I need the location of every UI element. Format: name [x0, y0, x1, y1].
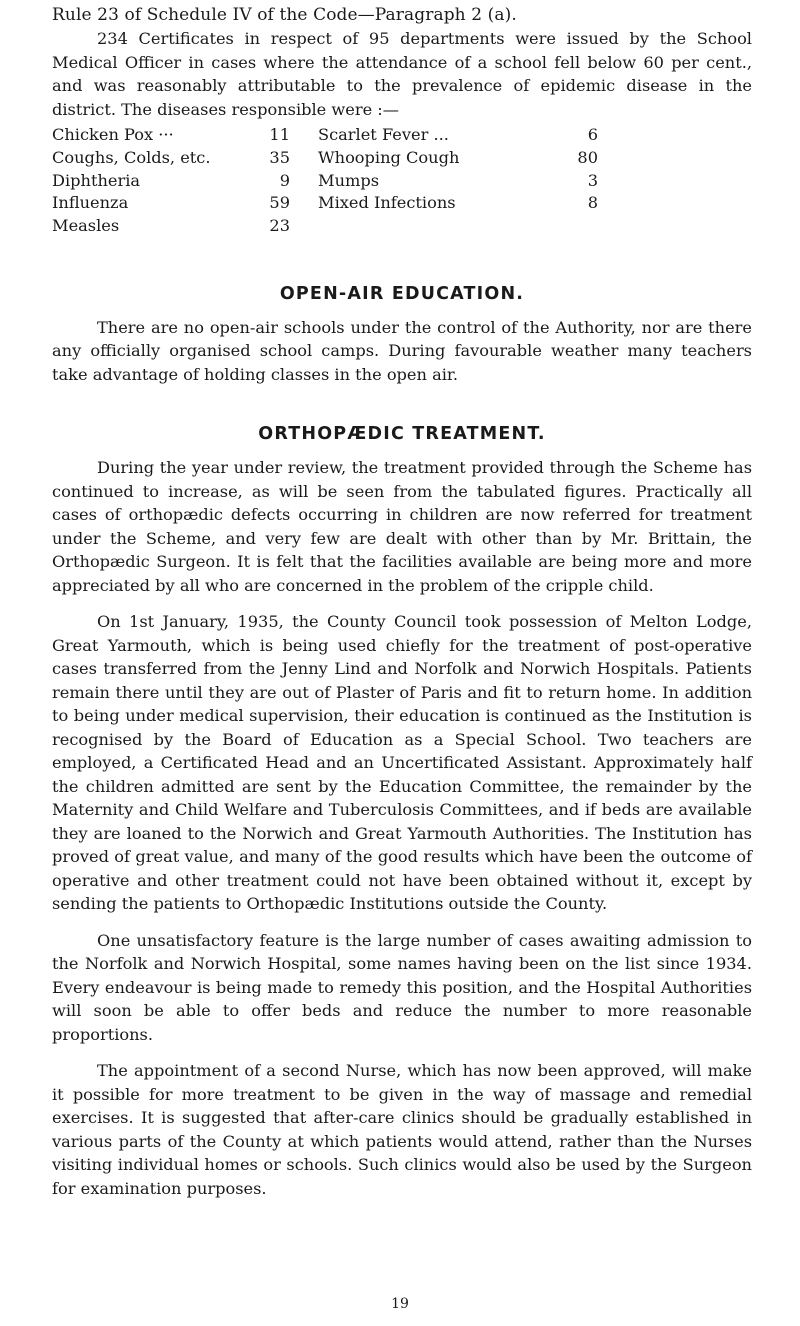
disease-name: Mixed Infections — [318, 193, 456, 213]
disease-count: 9 — [279, 170, 290, 190]
disease-row — [52, 147, 290, 170]
spacer — [52, 597, 752, 610]
disease-count: 6 — [587, 125, 598, 144]
disease-name: Coughs, Colds, etc. — [52, 147, 211, 167]
disease-name: Scarlet Fever ... — [318, 125, 449, 144]
page-number: 19 — [391, 1296, 409, 1312]
disease-row — [290, 170, 598, 193]
disease-count: 8 — [587, 193, 598, 213]
spacer — [52, 916, 752, 929]
disease-row — [52, 124, 290, 147]
disease-row — [52, 215, 290, 238]
orthopaedic-paragraph-2: On 1st January, 1935, the County Council took possession of Melton Lodge, Great Yarmouth, which is being used chiefly for the treatment of post-operative cases transferred from the Jenny Lind and Norfolk and Norwich Hospitals. Patients remain there until they are out of Plaster of Paris and fit to return home. In addition to being under medical supervision, their education is continued as the Institution is recognised by the Board of Education as a Special School. Two teachers are employed, a Certificated Head and an Uncertificated Assistant. Approximately half the children admitted are sent by the Education Committee, the remainder by the Maternity and Child Welfare and Tuberculosis Committees, and if beds are available they are loaned to the Norwich and Great Yarmouth Authorities. The Institution has proved of great value, and many of the good results which have been the outcome of operative and other treatment could not have been obtained without it, except by sending the patients to Orthopædic Institutions outside the County. — [52, 612, 752, 914]
disease-table — [52, 124, 752, 238]
spacer — [52, 238, 752, 284]
disease-count: 23 — [269, 216, 290, 236]
disease-count: 3 — [587, 170, 598, 190]
disease-name: Diphtheria — [52, 170, 141, 190]
disease-count: 11 — [269, 125, 290, 144]
disease-row — [290, 124, 598, 147]
disease-column-left — [52, 124, 290, 238]
orthopaedic-paragraph-1: During the year under review, the treatment provided through the Scheme has continued to increase, as will be seen from the tabulated figures. Practically all cases of orthopædic defects occurring in children are now referred for treatment under the Scheme, and very few are dealt with other than by Mr. Brittain, the Orthopædic Surgeon. It is felt that the facilities available are being more and more appreciated by all who are concerned in the problem of the cripple child. — [52, 458, 752, 595]
spacer — [52, 1046, 752, 1059]
disease-count: 80 — [577, 147, 598, 167]
disease-count: 35 — [269, 147, 290, 167]
disease-name: Measles — [52, 216, 120, 236]
disease-name: Chicken Pox ··· — [52, 125, 174, 144]
section-heading-open-air: OPEN-AIR EDUCATION. — [279, 283, 525, 304]
disease-name: Whooping Cough — [318, 147, 460, 167]
disease-name: Mumps — [318, 170, 380, 190]
disease-count: 59 — [269, 193, 290, 213]
disease-row — [52, 192, 290, 215]
disease-name: Influenza — [52, 193, 129, 213]
orthopaedic-paragraph-3: One unsatisfactory feature is the large number of cases awaiting admission to the Norfolk and Norwich Hospital, some names having been on the list since 1934. Every endeavour is being made to remedy this position, and the Hospital Authorities will soon be able to offer beds and reduce the number to more reasonable proportions. — [52, 930, 752, 1044]
disease-row — [290, 192, 598, 215]
spacer — [52, 444, 752, 456]
disease-column-right — [290, 124, 598, 238]
rule-reference: Rule 23 of Schedule IV of the Code—Paragraph 2 (a). — [52, 5, 517, 25]
disease-row — [290, 147, 598, 170]
section-heading-orthopaedic: ORTHOPÆDIC TREATMENT. — [258, 424, 546, 445]
orthopaedic-paragraph-4: The appointment of a second Nurse, which has now been approved, will make it possible for more treatment to be given in the way of massage and remedial exercises. It is suggested that after-care clinics should be gradually established in various parts of the County at which patients would attend, rather than the Nurses visiting individual homes or schools. Such clinics would also be used by the Surgeon for examination purposes. — [52, 1061, 752, 1198]
certificates-paragraph: 234 Certificates in respect of 95 departments were issued by the School Medical Officer in cases where the attendance of a school fell below 60 per cent., and was reasonably attributable to the prevalence of epidemic disease in the district. The diseases responsible were :— — [52, 29, 752, 119]
spacer — [52, 386, 752, 424]
open-air-paragraph: There are no open-air schools under the control of the Authority, nor are there any officially organised school camps. During favourable weather many teachers take advantage of holding classes in the open air. — [52, 317, 752, 384]
spacer — [52, 304, 752, 316]
disease-row — [52, 170, 290, 193]
